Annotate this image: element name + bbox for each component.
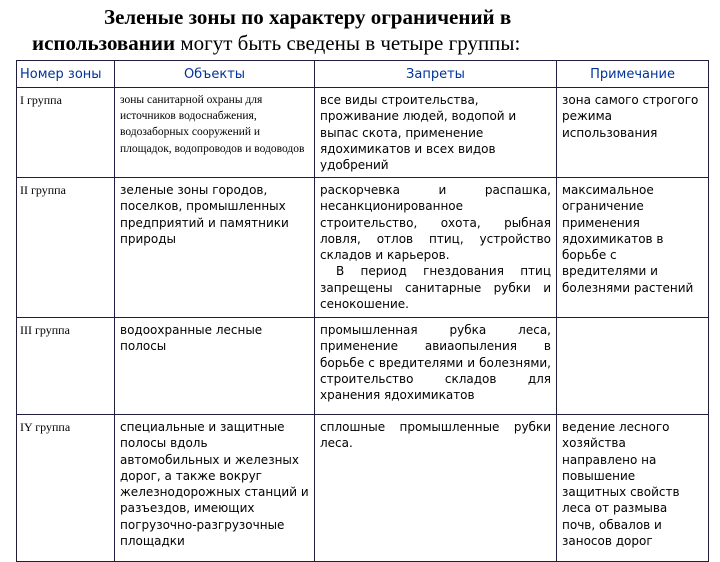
note-cell [557,318,709,415]
table-row [17,178,709,318]
table-header-row [17,61,709,88]
prohibitions-text: сплошные промышленные рубки леса. [320,420,551,451]
group-cell: IY группа [17,415,115,562]
restrictions-table [16,60,709,562]
table-row [17,318,709,415]
prohibitions-text: все виды строительства, проживание людей, водопой и выпас скота, применение ядохимикатов и всех видов удобрений [320,93,517,173]
table-row [17,415,709,562]
prohibitions-extra-text: В период гнездования птиц запрещены санитарные рубки и сенокошение. [320,264,551,312]
table-row [17,88,709,178]
title-bold-word: использовании [32,31,176,55]
header-zone-number: Номер зоны [17,61,115,88]
objects-cell: зоны санитарной охраны для источников водоснабжения, водозаборных сооружений и площадок, водопроводов и водоводов [115,88,315,178]
title-line-2 [20,30,710,56]
title-line-2-rest: могут быть сведены в четыре группы: [175,31,521,55]
title-line-1: Зеленые зоны по характеру ограничений в [104,5,512,29]
group-cell: III группа [17,318,115,415]
prohibitions-text: промышленная рубка леса, применение авиаопыления в борьбе с вредителями и болезнями, строительство складов для хранения ядохимикатов [320,323,551,403]
page-title [20,4,710,56]
prohibitions-text: раскорчевка и распашка, несанкционированное строительство, охота, рыбная ловля, отлов птиц, устройство складов и карьеров. [320,183,551,263]
group-cell: I группа [17,88,115,178]
header-objects: Объекты [115,61,315,88]
prohibitions-cell [315,88,557,178]
objects-cell: специальные и защитные полосы вдоль автомобильных и железных дорог, а также вокруг железнодорожных станций и разъездов, имеющих погрузочно-разгрузочные площадки [115,415,315,562]
note-cell: ведение лесного хозяйства направлено на повышение защитных свойств леса от размыва почв, обвалов и заносов дорог [557,415,709,562]
header-note: Примечание [557,61,709,88]
prohibitions-cell [315,178,557,318]
header-prohibitions: Запреты [315,61,557,88]
group-cell: II группа [17,178,115,318]
prohibitions-cell [315,318,557,415]
note-cell: зона самого строгого режима использования [557,88,709,178]
objects-cell: зеленые зоны городов, поселков, промышленных предприятий и памятники природы [115,178,315,318]
prohibitions-cell [315,415,557,562]
objects-cell: водоохранные лесные полосы [115,318,315,415]
note-cell: максимальное ограничение применения ядохимикатов в борьбе с вредителями и болезнями растений [557,178,709,318]
